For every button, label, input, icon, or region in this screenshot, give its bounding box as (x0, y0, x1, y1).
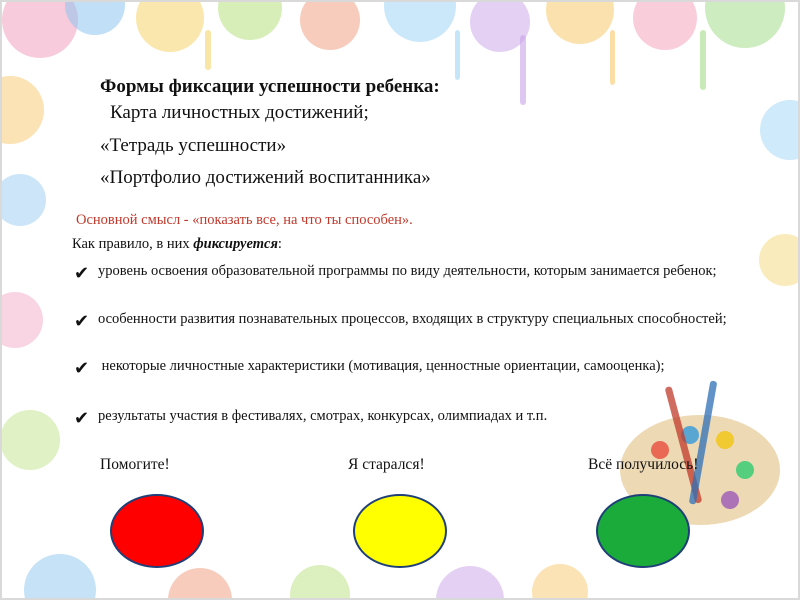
as-rule-prefix: Как правило, в них (72, 236, 194, 252)
check-icon: ✔ (74, 263, 90, 283)
mood-label-success: Всё получилось! (588, 456, 699, 473)
page-title: Формы фиксации успешности ребенка: (100, 76, 440, 97)
as-rule-suffix: : (277, 236, 282, 252)
as-rule-emphasis: фиксируется (193, 236, 278, 252)
bullet-item-4: результаты участия в фестивалях, смотрах, конкурсах, олимпиадах и т.п. (98, 408, 548, 424)
bullet-item-1: уровень освоения образовательной программы по виду деятельности, которым занимается ребенок; (98, 263, 717, 279)
check-icon: ✔ (74, 358, 90, 378)
bullet-item-2: особенности развития познавательных процессов, входящих в структуру специальных способностей; (98, 311, 727, 327)
bullet-item-3: некоторые личностные характеристики (мотивация, ценностные ориентации, самооценка); (98, 358, 665, 374)
check-icon: ✔ (74, 408, 90, 428)
as-rule-line (72, 236, 282, 253)
main-meaning: Основной смысл - «показать все, на что ты способен». (76, 212, 413, 228)
form-item-2: «Тетрадь успешности» (100, 135, 287, 156)
form-item-3: «Портфолио достижений воспитанника» (100, 167, 431, 188)
mood-label-tried: Я старался! (348, 456, 425, 473)
red-mood-button[interactable] (110, 494, 204, 568)
green-mood-button[interactable] (596, 494, 690, 568)
check-icon: ✔ (74, 311, 90, 331)
mood-label-help: Помогите! (100, 456, 170, 473)
form-item-1: Карта личностных достижений; (110, 102, 369, 123)
yellow-mood-button[interactable] (353, 494, 447, 568)
